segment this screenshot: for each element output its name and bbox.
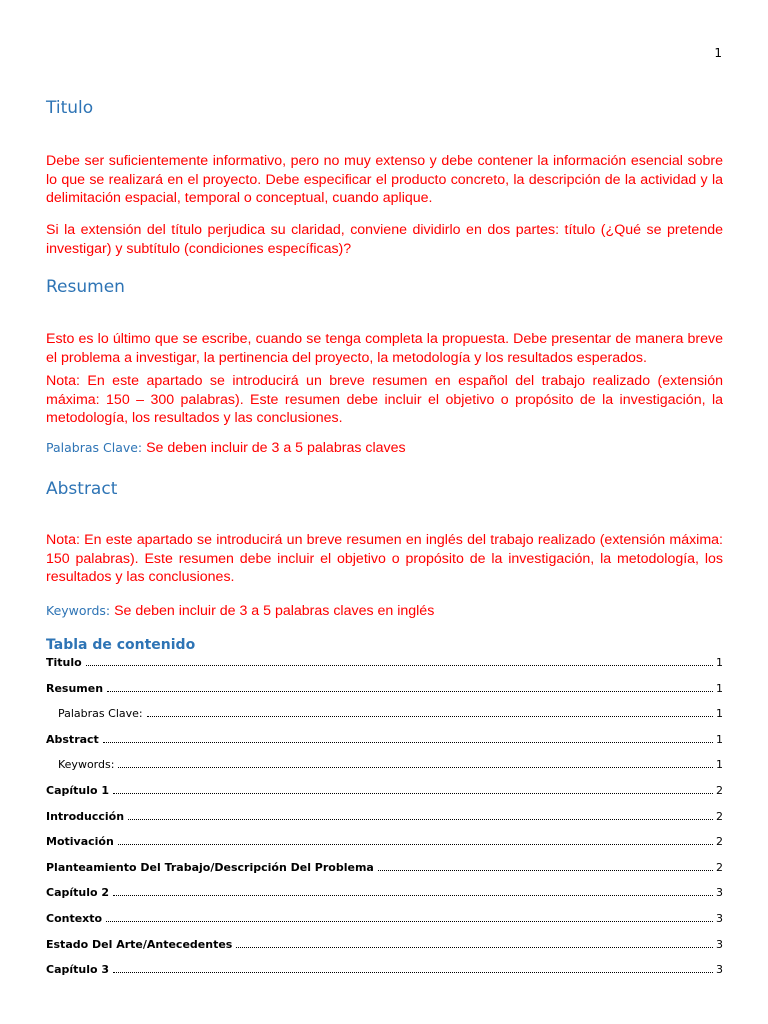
toc-entry-page: 3 bbox=[716, 937, 723, 951]
toc-dot-leader bbox=[113, 972, 713, 973]
toc-dot-leader bbox=[118, 767, 713, 768]
toc-dot-leader bbox=[106, 921, 713, 922]
heading-abstract: Abstract bbox=[46, 479, 118, 499]
toc-entry[interactable] bbox=[46, 758, 723, 784]
palabras-clave-label: Palabras Clave: bbox=[46, 440, 143, 455]
titulo-paragraph-2: Si la extensión del título perjudica su claridad, conviene dividirlo en dos partes: título (¿Qué se pretende investigar) y subtítulo (condiciones específicas)? bbox=[46, 222, 723, 257]
toc-entry[interactable] bbox=[46, 810, 723, 836]
keywords-label: Keywords: bbox=[46, 603, 111, 618]
toc-entry-page: 1 bbox=[716, 681, 723, 695]
heading-resumen: Resumen bbox=[46, 277, 125, 297]
toc-entry-label: Palabras Clave: bbox=[58, 707, 143, 721]
toc-entry-label: Resumen bbox=[46, 681, 104, 695]
toc-entry[interactable] bbox=[46, 835, 723, 861]
toc-dot-leader bbox=[378, 870, 713, 871]
toc-entry-label: Contexto bbox=[46, 911, 103, 925]
toc-entry-label: Capítulo 1 bbox=[46, 783, 110, 797]
toc-entry-label: Titulo bbox=[46, 656, 82, 669]
toc-entry-label: Abstract bbox=[46, 732, 99, 746]
page-number: 1 bbox=[714, 46, 722, 60]
toc-entry-page: 1 bbox=[716, 758, 723, 772]
toc-entry-page: 2 bbox=[716, 783, 723, 797]
toc-entry-page: 3 bbox=[716, 963, 723, 977]
toc-dot-leader bbox=[147, 716, 713, 717]
heading-titulo: Titulo bbox=[46, 98, 94, 118]
abstract-paragraph-1: Nota: En este apartado se introducirá un breve resumen en inglés del trabajo realizado (extensión máxima: 150 palabras). Este resumen debe incluir el objetivo o propósito de la investigación, la metodología, los resultados y las conclusiones. bbox=[46, 532, 723, 585]
toc-dot-leader bbox=[86, 665, 713, 666]
toc-entry[interactable] bbox=[46, 707, 723, 733]
toc-dot-leader bbox=[113, 895, 713, 896]
toc-entry-label: Planteamiento Del Trabajo/Descripción Del Problema bbox=[46, 860, 374, 874]
toc-entry-label: Keywords: bbox=[58, 758, 115, 772]
toc-entry-page: 2 bbox=[716, 809, 723, 823]
toc-entry[interactable] bbox=[46, 963, 723, 989]
toc-entry-label: Motivación bbox=[46, 835, 114, 849]
toc-entry[interactable] bbox=[46, 682, 723, 708]
toc-dot-leader bbox=[128, 819, 713, 820]
toc-entry-page: 1 bbox=[716, 707, 723, 721]
toc-entry-label: Capítulo 3 bbox=[46, 963, 110, 977]
toc-entry[interactable] bbox=[46, 656, 723, 682]
toc-dot-leader bbox=[103, 742, 713, 743]
table-of-contents bbox=[46, 656, 723, 989]
toc-entry[interactable] bbox=[46, 886, 723, 912]
resumen-paragraph-1: Esto es lo último que se escribe, cuando se tenga completa la propuesta. Debe presentar de manera breve el problema a investigar, la pertinencia del proyecto, la metodología y los resultados esperados. bbox=[46, 331, 723, 366]
keywords-text: Se deben incluir de 3 a 5 palabras claves en inglés bbox=[110, 603, 435, 619]
toc-entry-page: 2 bbox=[716, 835, 723, 849]
resumen-paragraph-2: Nota: En este apartado se introducirá un breve resumen en español del trabajo realizado (extensión máxima: 150 – 300 palabras). Este resumen debe incluir el objetivo o propósito de la investigación, la metodología, los resultados y las conclusiones. bbox=[46, 373, 723, 426]
titulo-paragraph-1: Debe ser suficientemente informativo, pero no muy extenso y debe contener la información esencial sobre lo que se realizará en el proyecto. Debe especificar el producto concreto, la descripción de la actividad y la delimitación espacial, temporal o conceptual, cuando aplique. bbox=[46, 153, 723, 206]
toc-entry-label: Capítulo 2 bbox=[46, 886, 110, 900]
resumen-keywords bbox=[46, 440, 406, 456]
palabras-clave-text: Se deben incluir de 3 a 5 palabras claves bbox=[142, 440, 406, 456]
abstract-keywords bbox=[46, 603, 434, 619]
toc-entry-page: 2 bbox=[716, 860, 723, 874]
toc-entry-page: 1 bbox=[716, 656, 723, 669]
toc-entry-page: 1 bbox=[716, 732, 723, 746]
toc-entry[interactable] bbox=[46, 733, 723, 759]
toc-title: Tabla de contenido bbox=[46, 637, 196, 653]
toc-entry[interactable] bbox=[46, 784, 723, 810]
toc-dot-leader bbox=[236, 947, 713, 948]
toc-entry-page: 3 bbox=[716, 911, 723, 925]
toc-dot-leader bbox=[113, 793, 713, 794]
toc-entry-label: Estado Del Arte/Antecedentes bbox=[46, 937, 233, 951]
toc-entry[interactable] bbox=[46, 861, 723, 887]
toc-entry[interactable] bbox=[46, 938, 723, 964]
toc-dot-leader bbox=[118, 844, 713, 845]
toc-entry-label: Introducción bbox=[46, 809, 125, 823]
toc-entry[interactable] bbox=[46, 912, 723, 938]
toc-entry-page: 3 bbox=[716, 886, 723, 900]
toc-dot-leader bbox=[107, 691, 713, 692]
